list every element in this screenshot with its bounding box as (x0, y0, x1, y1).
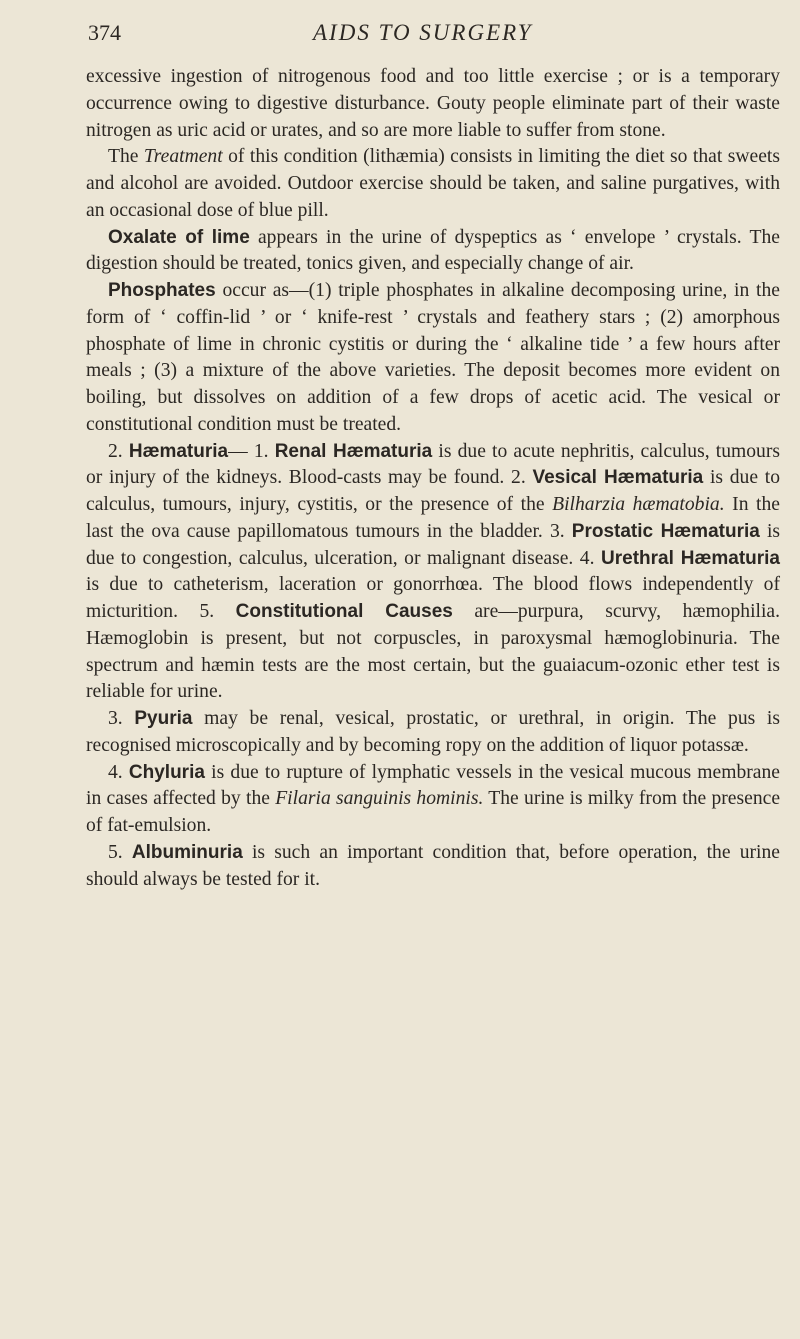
body-text: 3. (108, 708, 135, 729)
page-body (86, 64, 780, 893)
body-text: — 1. (228, 440, 275, 462)
bold-heading-text: Pyuria (134, 708, 193, 729)
body-text: is due to catheterism, laceration or gonorrhœa. The blood flows independently of micturition. 5. (86, 574, 780, 622)
bold-heading-text: Renal Hæmaturia (274, 440, 433, 462)
paragraph-oxalate-of-lime (86, 225, 780, 279)
paragraph-treatment (86, 144, 780, 224)
running-title: AIDS TO SURGERY (313, 20, 533, 45)
bold-heading-text: Chyluria (128, 761, 205, 783)
body-text: may be renal, vesical, prostatic, or urethral, in origin. The pus is recognised microscopically and by becoming ropy on the addition of liquor potassæ. (86, 708, 780, 756)
bold-heading-text: Phosphates (108, 280, 216, 301)
body-text: is due to congestion, calculus, ulceration, or malignant disease. 4. (86, 520, 781, 569)
bold-heading-text: Oxalate of lime (108, 226, 250, 248)
italic-text: Filaria sanguinis hominis. (275, 788, 484, 810)
body-text: is due to rupture of lymphatic vessels in the vesical mucous membrane in cases affected by the (86, 761, 780, 810)
bold-heading-text: Hæmaturia (128, 440, 229, 462)
bold-heading-text: Urethral Hæmaturia (601, 547, 780, 569)
paragraph-albuminuria (86, 840, 780, 894)
paragraph-stone-causes (86, 64, 780, 144)
paragraph-phosphates (86, 278, 780, 439)
bold-heading-text: Prostatic Hæmaturia (571, 520, 760, 542)
italic-text: Bilharzia hæmatobia. (552, 494, 725, 515)
page-number: 374 (88, 20, 121, 45)
body-text: is due to calculus, tumours, injury, cystitis, or the presence of the (86, 467, 780, 515)
bold-heading-text: Constitutional Causes (235, 601, 453, 622)
bold-heading-text: Albuminuria (131, 841, 243, 863)
bold-heading-text: Vesical Hæmaturia (532, 467, 704, 489)
paragraph-pyuria (86, 706, 780, 760)
body-text: 2. (108, 440, 129, 462)
paragraph-chyluria (86, 760, 780, 840)
body-text: of this condition (lithæmia) consists in limiting the diet so that sweets and alcohol are avoided. Outdoor exercise should be taken, and saline purgatives, with an occasional dose of blue pill. (86, 146, 780, 221)
body-text: 5. (108, 841, 132, 863)
body-text: occur as—(1) triple phosphates in alkaline decomposing urine, in the form of ‘ coffin-lid ’ or ‘ knife-rest ’ crystals and feathery stars ; (2) amorphous phosphate of lime in chronic cystitis or during the ‘ alkaline tide ’ a few hours after meals ; (3) a mixture of the above varieties. The deposit becomes more evident on boiling, but dissolves on addition of a few drops of acetic acid. The vesical or constitutional condition must be treated. (86, 280, 780, 435)
body-text: excessive ingestion of nitrogenous food and too little exercise ; or is a temporary occurrence owing to digestive disturbance. Gouty people eliminate part of their waste nitrogen as uric acid or urates, and so are more liable to suffer from stone. (86, 66, 780, 141)
body-text: In the last the ova cause papillomatous tumours in the bladder. 3. (86, 494, 780, 542)
body-text: is due to acute nephritis, calculus, tumours or injury of the kidneys. Blood-casts may be found. 2. (86, 440, 781, 489)
body-text: appears in the urine of dyspeptics as ‘ envelope ’ crystals. The digestion should be treated, tonics given, and especially change of air. (86, 226, 781, 275)
paragraph-haematuria (86, 439, 780, 707)
body-text: is such an important condition that, before operation, the urine should always be tested for it. (86, 841, 780, 890)
italic-text: Treatment (143, 146, 223, 168)
body-text: The (108, 146, 144, 168)
body-text: The urine is milky from the presence of fat-emulsion. (86, 788, 781, 836)
body-text: are—purpura, scurvy, hæmophilia. Hæmoglobin is present, but not corpuscles, in paroxysmal hæmoglobinuria. The spectrum and hæmin tests are the most certain, but the guaiacum-ozonic ether test is reliable for urine. (86, 601, 780, 703)
body-text: 4. (108, 761, 129, 783)
page-header (88, 20, 778, 54)
